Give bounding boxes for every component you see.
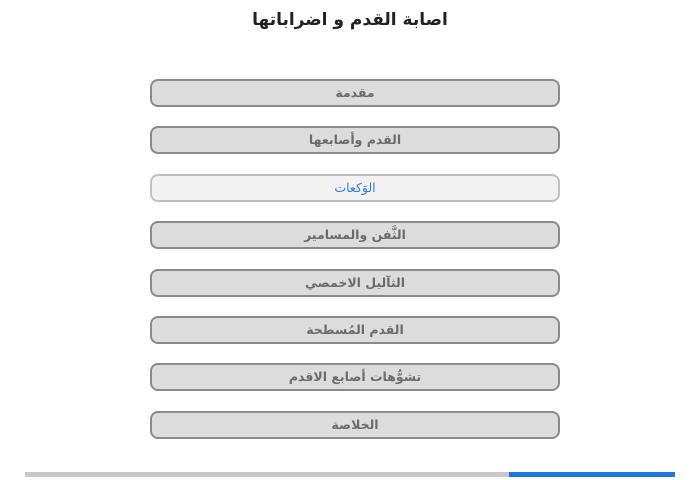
progress-bar <box>25 472 675 477</box>
menu-item-bunions[interactable]: الوَكعات <box>150 174 560 202</box>
menu-item-introduction[interactable]: مقدمة <box>150 79 560 107</box>
menu-item-calluses-and-corns[interactable]: الثَّفن والمسامير <box>150 221 560 249</box>
menu-item-toe-deformities[interactable]: تشوُّهات أصابع الاقدم <box>150 363 560 391</box>
progress-bar-fill <box>509 472 675 477</box>
menu-item-summary[interactable]: الخلاصة <box>150 411 560 439</box>
menu-item-foot-and-toes[interactable]: القدم وأصابعها <box>150 126 560 154</box>
page-title: اصابة القدم و اضراباتها <box>252 10 448 30</box>
menu-item-flat-feet[interactable]: القدم المُسطحة <box>150 316 560 344</box>
menu-item-plantar-warts[interactable]: الثآليل الاخمصي <box>150 269 560 297</box>
chapter-menu <box>150 79 560 458</box>
